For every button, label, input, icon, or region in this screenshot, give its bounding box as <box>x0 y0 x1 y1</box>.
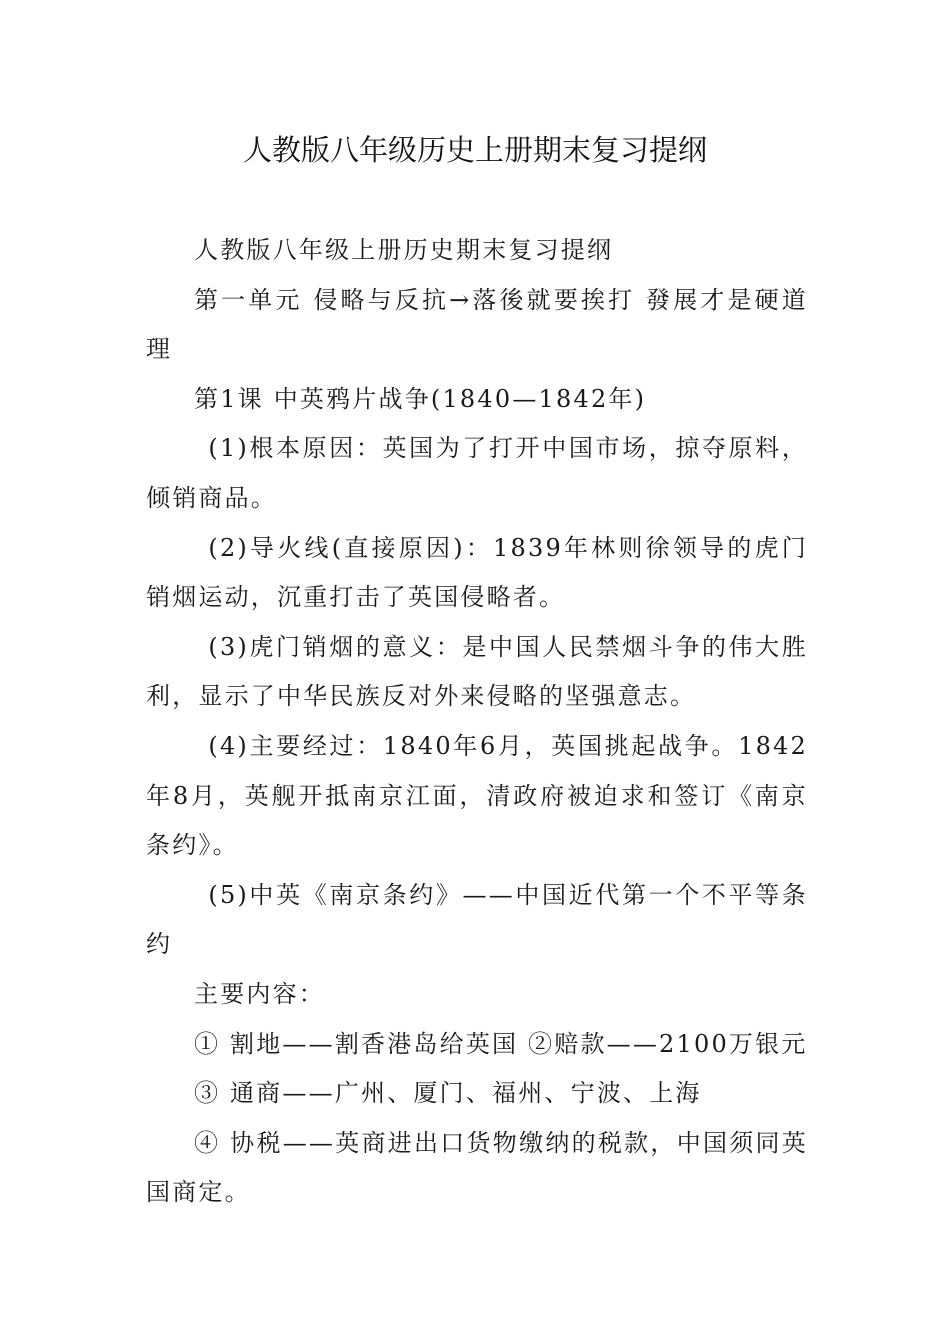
paragraph-treaty: (5)中英《南京条约》——中国近代第一个不平等条约 <box>146 880 808 959</box>
paragraph-lesson-heading: 第1课 中英鸦片战争(1840—1842年) <box>194 384 647 413</box>
paragraph-unit-heading: 第一单元 侵略与反抗→落後就要挨打 發展才是硬道理 <box>146 285 808 364</box>
paragraph-subtitle: 人教版八年级上册历史期末复习提纲 <box>194 236 614 264</box>
list-item-cession: ① 割地——割香港岛给英国 ②赔款——2100万银元 <box>194 1029 808 1058</box>
paragraph-main-events: (4)主要经过：1840年6月，英国挑起战争。1842年8月，英舰开抵南京江面，清政府被迫求和签订《南京条约》。 <box>146 731 808 860</box>
document-title: 人教版八年级历史上册期末复习提纲 <box>242 133 707 167</box>
paragraph-main-content: 主要内容： <box>194 979 325 1008</box>
list-item-tariff: ④ 协税——英商进出口货物缴纳的税款，中国须同英国商定。 <box>146 1128 808 1207</box>
paragraph-trigger: (2)导火线(直接原因)：1839年林则徐领导的虎门销烟运动，沉重打击了英国侵略者。 <box>146 533 808 612</box>
document-body <box>146 226 808 1218</box>
paragraph-root-cause: (1)根本原因：英国为了打开中国市场，掠夺原料，倾销商品。 <box>146 434 808 512</box>
list-item-trade-ports: ③ 通商——广州、厦门、福州、宁波、上海 <box>194 1079 702 1108</box>
paragraph-significance: (3)虎门销烟的意义：是中国人民禁烟斗争的伟大胜利，显示了中华民族反对外来侵略的坚强意志。 <box>146 632 808 711</box>
